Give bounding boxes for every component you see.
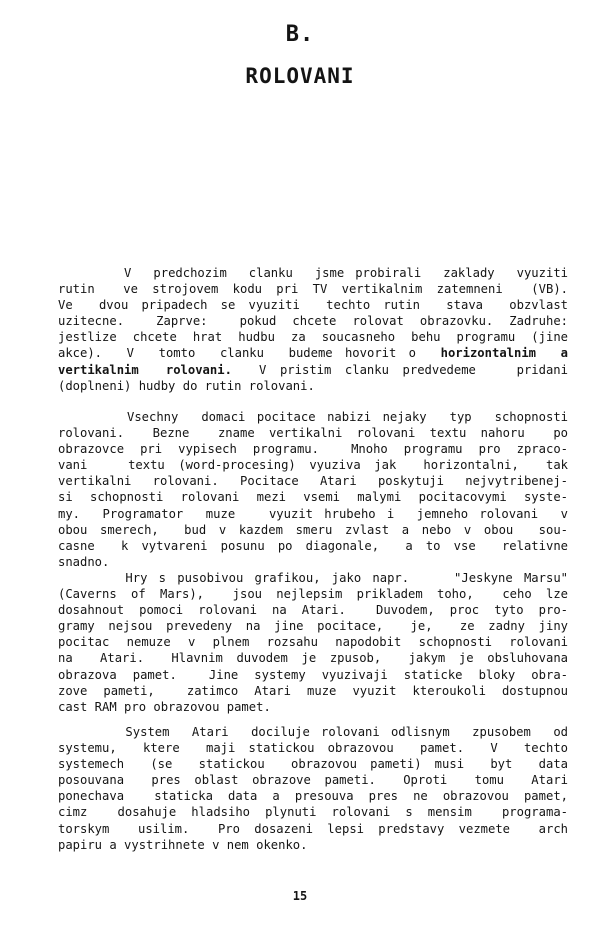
paragraph-4 (58, 724, 568, 853)
chapter-letter: B. (285, 22, 315, 47)
paragraph-line: si schopnosti rolovani mezi vsemi malymi pocitacovymi syste- (58, 490, 568, 505)
paragraph-line: na Atari. Hlavnim duvodem je zpusob, jakym je obsluhovana (58, 651, 568, 666)
paragraph-line: obrazovce pri vypisech programu. Mnoho programu pro zpraco- (58, 442, 568, 457)
paragraph-line: casne k vytvareni posunu po diagonale, a to vse relativne (58, 538, 568, 553)
paragraph-line: cimz dosahuje hladsiho plynuti rolovani s mensim programa- (58, 805, 568, 820)
paragraph-line: cast RAM pro obrazovou pamet. (58, 699, 271, 714)
bold-term: horizontalnim a (440, 346, 568, 361)
paragraph-line: obrazova pamet. Jine systemy vyuzivaji staticke bloky obra- (58, 667, 568, 682)
page-title: ROLOVANI (245, 64, 355, 88)
paragraph-line: torskym usilim. Pro dosazeni lepsi predstavy vezmete arch (58, 821, 568, 836)
paragraph-1 (58, 265, 568, 394)
paragraph-line: Ve dvou pripadech se vyuziti techto rutin stava obzvlast (58, 298, 568, 313)
bold-term: vertikalnim rolovani. (58, 362, 232, 377)
paragraph-3 (58, 570, 568, 715)
paragraph-line: my. Programator muze vyuzit hrubeho i jemneho rolovani v (58, 506, 568, 521)
paragraph-line: gramy nejsou prevedeny na jine pocitace, je, ze zadny jiny (58, 619, 568, 634)
paragraph-line: Hry s pusobivou grafikou, jako napr. "Jeskyne Marsu" (58, 571, 568, 585)
paragraph-line: Vsechny domaci pocitace nabizi nejaky typ schopnosti (58, 410, 568, 424)
paragraph-line: System Atari dociluje rolovani odlisnym zpusobem od (58, 725, 568, 739)
paragraph-line: systemu, ktere maji statickou obrazovou pamet. V techto (58, 741, 568, 756)
paragraph-line: (Caverns of Mars), jsou nejlepsim prikladem toho, ceho lze (58, 587, 568, 602)
paragraph-line: rolovani. Bezne zname vertikalni rolovani textu nahoru po (58, 426, 568, 441)
paragraph-line: uzitecne. Zaprve: pokud chcete rolovat obrazovku. Zadruhe: (58, 314, 568, 329)
paragraph-line: vertikalni rolovani. Pocitace Atari poskytuji nejvytribenej- (58, 474, 568, 489)
paragraph-line: snadno. (58, 554, 110, 569)
paragraph-line: pocitac nemuze v plnem rozsahu napodobit schopnosti rolovani (58, 635, 568, 650)
paragraph-line: V predchozim clanku jsme probirali zaklady vyuziti (58, 266, 568, 280)
paragraph-line (58, 345, 568, 361)
paragraph-text: V pristim clanku predvedeme pridani (231, 362, 568, 377)
paragraph-line: papiru a vystrihnete v nem okenko. (58, 837, 308, 852)
paragraph-line: systemech (se statickou obrazovou pameti) musi byt data (58, 757, 568, 772)
paragraph-line: zove pameti, zatimco Atari muze vyuzit kteroukoli dostupnou (58, 683, 568, 698)
paragraph-line: posouvana pres oblast obrazove pameti. Oproti tomu Atari (58, 773, 568, 788)
paragraph-line: (doplneni) hudby do rutin rolovani. (58, 378, 315, 393)
paragraph-line (58, 362, 568, 378)
paragraph-line: ponechava staticka data a presouva pres ne obrazovou pamet, (58, 789, 568, 804)
page-number: 15 (292, 889, 308, 903)
paragraph-2 (58, 409, 568, 570)
paragraph-line: jestlize chcete hrat hudbu za soucasneho behu programu (jine (58, 330, 568, 345)
paragraph-line: rutin ve strojovem kodu pri TV vertikalnim zatemneni (VB). (58, 282, 568, 297)
paragraph-line: vani textu (word-procesing) vyuziva jak horizontalni, tak (58, 458, 568, 473)
paragraph-text: akce). V tomto clanku budeme hovorit o (58, 346, 441, 361)
paragraph-line: dosahnout pomoci rolovani na Atari. Duvodem, proc tyto pro- (58, 603, 568, 618)
paragraph-line: obou smerech, bud v kazdem smeru zvlast a nebo v obou sou- (58, 522, 568, 537)
